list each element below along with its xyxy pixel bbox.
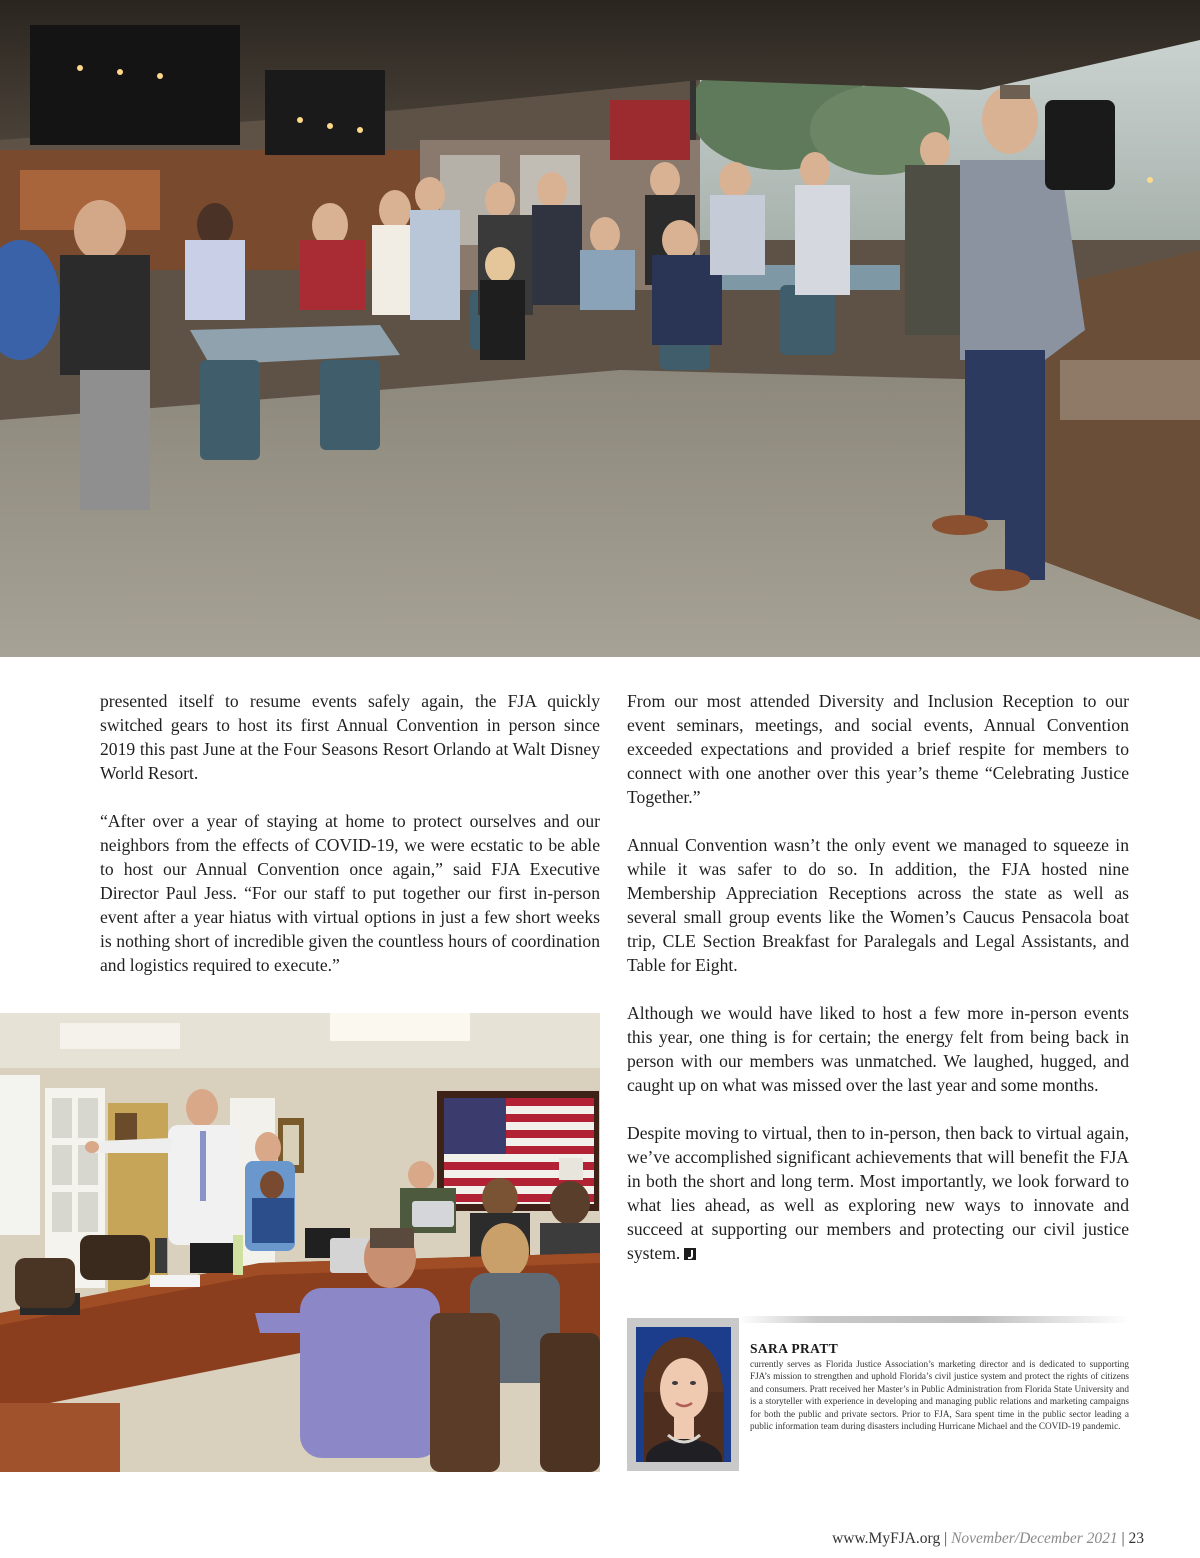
page-number: 23: [1128, 1530, 1144, 1547]
journal-end-mark-icon: [684, 1248, 696, 1260]
author-photo-frame: [627, 1318, 739, 1471]
footer-separator: |: [944, 1530, 948, 1547]
article-left-column: [100, 689, 600, 1001]
article-paragraph: From our most attended Diversity and Inclusion Reception to our event seminars, meetings, and social events, Annual Convention exceeded expectations and provided a brief respite for members to connect with one another over this year’s theme “Celebrating Justice Together.”: [627, 691, 1129, 807]
article-paragraph: “After over a year of staying at home to protect ourselves and our neighbors from the effects of COVID-19, we were ecstatic to be able to host our Annual Convention once again,” said FJA Executive Director Paul Jess. “For our staff to put together our first in-person event after a year hiatus with virtual options in just a few short weeks is nothing short of incredible given the countless hours of coordination and logistics required to execute.”: [100, 811, 600, 975]
article-right-column: [627, 689, 1129, 1289]
article-paragraph: presented itself to resume events safely again, the FJA quickly switched gears to host its first Annual Convention in person since 2019 this past June at the Four Seasons Resort Orlando at Walt Disney World Resort.: [100, 691, 600, 783]
author-photo: [636, 1327, 731, 1462]
bio-divider: [738, 1316, 1130, 1323]
reception-photo: [0, 0, 1200, 657]
page-footer: [832, 1530, 1144, 1548]
footer-website-link[interactable]: www.MyFJA.org: [832, 1530, 941, 1547]
meeting-photo: [0, 1013, 600, 1472]
author-name: SARA PRATT: [750, 1341, 839, 1356]
footer-issue: November/December 2021: [951, 1530, 1118, 1547]
footer-separator: |: [1121, 1530, 1125, 1547]
article-paragraph-final: [627, 1121, 1129, 1265]
article-paragraph-text: Despite moving to virtual, then to in-person, then back to virtual again, we’ve accomplished significant achievements that will benefit the FJA in both the short and long term. Most importantly, we look forward to what lies ahead, as well as exploring new ways to innovate and succeed at supporting our members and protecting our civil justice system.: [627, 1123, 1129, 1263]
article-paragraph: Although we would have liked to host a few more in-person events this year, one thing is for certain; the energy felt from being back in person with our members was unmatched. We laughed, hugged, and caught up on what was missed over the last year and some months.: [627, 1003, 1129, 1095]
author-bio: currently serves as Florida Justice Association’s marketing director and is dedicated to supporting FJA’s mission to strengthen and uphold Florida’s civil justice system and protect the rights of citizens and consumers. Pratt received her Master’s in Public Administration from Florida State University and is a storyteller with experience in developing and managing public relations and marketing campaigns for both the public and private sectors. Prior to FJA, Sara spent time in the public sector leading a public information team during disasters including Hurricane Michael and the COVID-19 pandemic.: [750, 1359, 1129, 1432]
article-paragraph: Annual Convention wasn’t the only event we managed to squeeze in while it was safer to do so. In addition, the FJA hosted nine Membership Appreciation Receptions across the state as well as several small group events like the Women’s Caucus Pensacola boat trip, CLE Section Breakfast for Paralegals and Legal Assistants, and Table for Eight.: [627, 835, 1129, 975]
